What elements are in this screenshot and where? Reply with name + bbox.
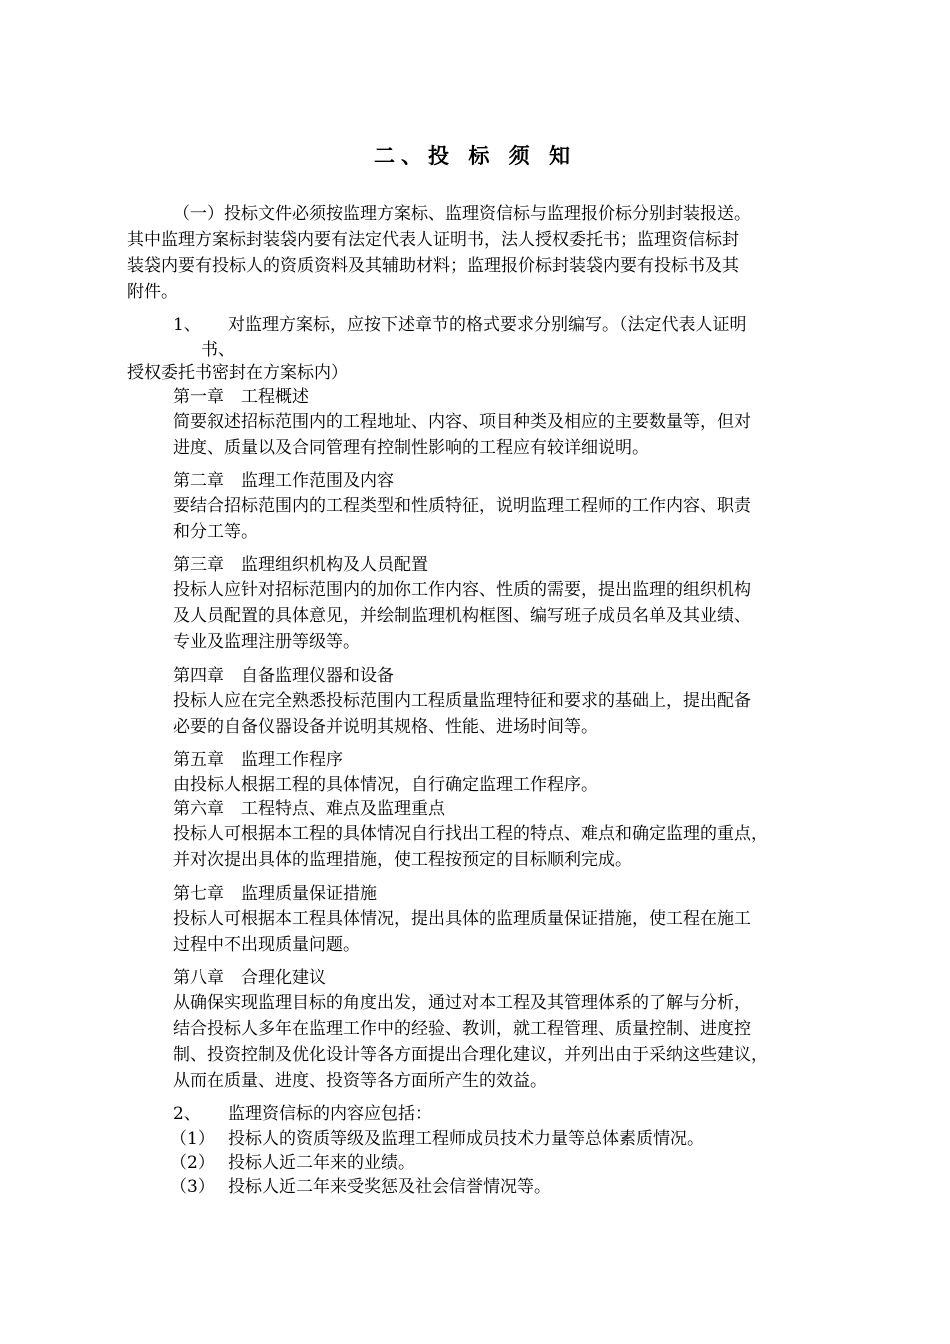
chapter-body-line: 从而在质量、进度、投资等各方面所产生的效益。 (173, 1071, 547, 1091)
chapter-body-line: 投标人应在完全熟悉投标范围内工程质量监理特征和要求的基础上，提出配备 (173, 691, 751, 711)
sub-item-number: （1） (170, 1129, 215, 1149)
item1-text: 授权委托书密封在方案标内） (127, 363, 348, 383)
chapter-body-line: 和分工等。 (173, 522, 258, 542)
chapter-body-line: 投标人可根据本工程的具体情况自行找出工程的特点、难点和确定监理的重点， (173, 824, 768, 844)
chapter-body-line: 并对次提出具体的监理措施，使工程按预定的目标顺利完成。 (173, 850, 632, 870)
item1-text: 书、 (201, 340, 235, 360)
item1-number: 1、 (173, 315, 201, 335)
chapter-body-line: 必要的自备仪器设备并说明其规格、性能、进场时间等。 (173, 717, 598, 737)
item1-text: 对监理方案标，应按下述章节的格式要求分别编写。（法定代表人证明 (228, 315, 747, 335)
chapter-title: 第七章 监理质量保证措施 (173, 884, 377, 904)
chapter-body-line: 要结合招标范围内的工程类型和性质特征，说明监理工程师的工作内容、职责 (173, 496, 751, 516)
chapter-title: 第一章 工程概述 (173, 387, 309, 407)
chapter-body-line: 从确保实现监理目标的角度出发，通过对本工程及其管理体系的了解与分析， (173, 993, 751, 1013)
chapter-title: 第五章 监理工作程序 (173, 750, 343, 770)
chapter-body-line: 投标人可根据本工程具体情况，提出具体的监理质量保证措施，使工程在施工 (173, 909, 751, 929)
chapter-title: 第二章 监理工作范围及内容 (173, 471, 394, 491)
sub-item-text: 投标人近二年来受奖惩及社会信誉情况等。 (228, 1177, 551, 1197)
chapter-body-line: 制、投资控制及优化设计等各方面提出合理化建议，并列出由于采纳这些建议， (173, 1045, 768, 1065)
chapter-body-line: 进度、质量以及合同管理有控制性影响的工程应有较详细说明。 (173, 438, 649, 458)
chapter-title: 第四章 自备监理仪器和设备 (173, 666, 394, 686)
intro-line: 其中监理方案标封装袋内要有法定代表人证明书，法人授权委托书；监理资信标封 (127, 230, 739, 250)
chapter-body-line: 投标人应针对招标范围内的加你工作内容、性质的需要，提出监理的组织机构 (173, 580, 751, 600)
chapter-body-line: 过程中不出现质量问题。 (173, 935, 360, 955)
sub-item-text: 投标人的资质等级及监理工程师成员技术力量等总体素质情况。 (228, 1129, 704, 1149)
chapter-title: 第三章 监理组织机构及人员配置 (173, 555, 428, 575)
sub-item-number: （3） (170, 1177, 215, 1197)
chapter-title: 第六章 工程特点、难点及监理重点 (173, 799, 445, 819)
item2-number: 2、 (173, 1104, 201, 1124)
chapter-body-line: 结合投标人多年在监理工作中的经验、教训，就工程管理、质量控制、进度控 (173, 1019, 751, 1039)
chapter-body-line: 专业及监理注册等级等。 (173, 632, 360, 652)
chapter-title: 第八章 合理化建议 (173, 968, 326, 988)
chapter-body-line: 及人员配置的具体意见，并绘制监理机构框图、编写班子成员名单及其业绩、 (173, 606, 751, 626)
chapter-body-line: 由投标人根据工程的具体情况，自行确定监理工作程序。 (173, 775, 598, 795)
sub-item-text: 投标人近二年来的业绩。 (228, 1153, 415, 1173)
chapter-body-line: 简要叙述招标范围内的工程地址、内容、项目种类及相应的主要数量等，但对 (173, 412, 751, 432)
intro-line: 附件。 (127, 282, 178, 302)
intro-line: （一）投标文件必须按监理方案标、监理资信标与监理报价标分别封装报送。 (173, 204, 751, 224)
intro-line: 装袋内要有投标人的资质资料及其辅助材料；监理报价标封装袋内要有投标书及其 (127, 256, 739, 276)
page-title: 二、投 标 须 知 (374, 144, 576, 168)
sub-item-number: （2） (170, 1153, 215, 1173)
item2-text: 监理资信标的内容应包括： (228, 1104, 432, 1124)
